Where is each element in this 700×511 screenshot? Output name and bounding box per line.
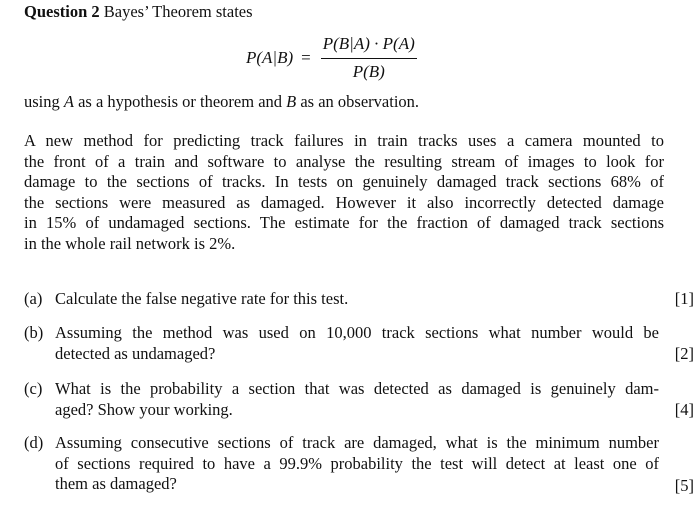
question-title: Bayes’ Theorem states xyxy=(103,2,253,21)
paragraph-line: the sections were measured as damaged. However it also incorrectly detected damage xyxy=(24,192,664,212)
question-part-d xyxy=(24,433,696,495)
part-line: them as damaged? xyxy=(55,474,177,493)
marks-badge: [1] xyxy=(674,289,694,308)
variable-a: A xyxy=(63,92,74,111)
formula-equals: = xyxy=(301,47,311,67)
question-heading xyxy=(24,2,253,23)
formula-numerator: P(B|A) · P(A) xyxy=(321,34,417,59)
part-label: (d) xyxy=(24,433,44,452)
part-line: Calculate the false negative rate for this test. xyxy=(55,289,349,308)
using-statement xyxy=(24,92,419,113)
problem-paragraph xyxy=(24,131,664,254)
question-number: Question 2 xyxy=(24,2,100,21)
part-line: of sections required to have a 99.9% probability the test will detect at least one of xyxy=(55,453,659,473)
part-label: (c) xyxy=(24,379,43,398)
using-text-3: as an observation. xyxy=(296,92,420,111)
part-line: detected as undamaged? xyxy=(55,343,216,363)
paragraph-line: damage to the sections of tracks. In tests on genuinely damaged track sections 68% of xyxy=(24,172,664,191)
part-line: aged? Show your working. xyxy=(55,399,233,419)
marks-badge: [5] xyxy=(674,476,694,495)
part-text xyxy=(55,379,659,420)
part-text xyxy=(55,289,659,310)
paragraph-line: in the whole rail network is 2%. xyxy=(24,233,236,253)
bayes-formula xyxy=(246,32,417,84)
using-text-1: using xyxy=(24,92,64,111)
question-part-b xyxy=(24,323,696,364)
part-text xyxy=(55,433,659,495)
marks-badge: [4] xyxy=(674,400,694,419)
part-line: What is the probability a section that was detected as damaged is genuinely dam- xyxy=(55,379,659,398)
paragraph-line: in 15% of undamaged sections. The estimate for the fraction of damaged track sections xyxy=(24,213,664,232)
formula-fraction xyxy=(321,34,417,82)
using-text-2: as a hypothesis or theorem and xyxy=(73,92,287,111)
question-part-a xyxy=(24,289,696,310)
part-label: (a) xyxy=(24,289,43,308)
part-label: (b) xyxy=(24,323,44,342)
part-line: Assuming consecutive sections of track are damaged, what is the minimum number xyxy=(55,433,659,452)
paragraph-line: the front of a train and software to analyse the resulting stream of images to look for xyxy=(24,151,664,171)
formula-denominator: P(B) xyxy=(352,61,385,81)
question-part-c xyxy=(24,379,696,420)
formula-lhs: P(A|B) xyxy=(246,47,294,67)
part-text xyxy=(55,323,659,364)
part-line: Assuming the method was used on 10,000 track sections what number would be xyxy=(55,323,659,342)
paragraph-line: A new method for predicting track failures in train tracks uses a camera mounted to xyxy=(24,131,664,150)
marks-badge: [2] xyxy=(674,344,694,363)
variable-b: B xyxy=(286,92,297,111)
